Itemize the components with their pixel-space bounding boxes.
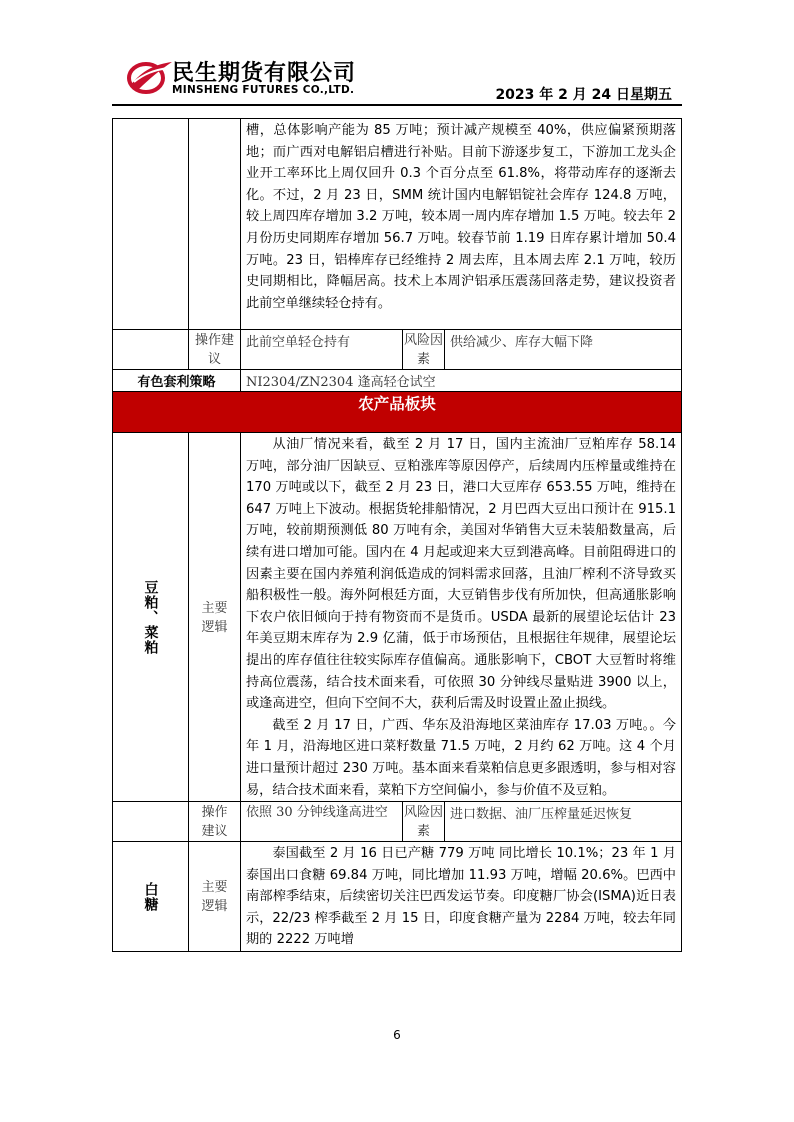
sugar-logic-row [113,842,682,952]
arbitrage-label: 有色套利策略 [137,375,216,390]
header-divider [112,104,682,106]
soy-logic-para2: 截至 2 月 17 日，广西、华东及沿海地区菜油库存 17.03 万吨。。今年 1 月，沿海地区进口菜籽数量 71.5 万吨，2 月约 62 万吨。这 4 个月进口量预计超过 230 万吨。基本面来看菜粕信息更多跟透明，参与相对容易，结合技术面来看，菜粕下方空间偏小，参与价值不及豆粕。 [246,717,676,798]
soy-logic-label: 主要逻辑 [201,600,228,635]
soy-product-name: 豆粕、菜粕 [142,579,159,655]
section-title: 农产品板块 [113,392,682,433]
soy-risk-text: 进口数据、油厂压榨量延迟恢复 [450,807,633,823]
aluminum-risk-text: 供给减少、库存大幅下降 [450,335,594,350]
report-date: 2023 年 2 月 24 日星期五 [495,87,672,103]
soy-op-row [113,802,682,842]
aluminum-logic-row [113,119,682,330]
risk-label: 风险因素 [403,330,445,369]
page-header [112,52,682,102]
arbitrage-row [113,370,682,392]
strategy-table [112,118,682,952]
sugar-product-name: 白糖 [142,881,159,912]
aluminum-op-row [113,330,682,370]
sugar-logic-label: 主要逻辑 [201,880,228,915]
aluminum-logic-text: 槽，总体影响产能为 85 万吨；预计减产规模至 40%，供应偏紧预期落地；而广西对电解铝启槽进行补贴。目前下游逐步复工，下游加工龙头企业开工率环比上周仅回升 0.3 个百分点至 61.8%，将带动库存的逐渐去化。不过，2 月 23 日，SMM 统计国内电解铝锭社会库存 124.8 万吨，较上周四库存增加 3.2 万吨，较本周一周内库存增加 1.5 万吨。较去年 2 月份历史同期库存增加 56.7 万吨。较春节前 1.19 日库存累计增加 50.4 万吨。23 日，铝棒库存已经维持 2 周去库，且本周去库 2.1 万吨，较历史同期相比，降幅居高。技术上本周沪铝承压震荡回落走势，建议投资者此前空单继续轻仓持有。 [246,123,676,311]
aluminum-logic-label-cell [189,119,241,330]
operation-label: 操作建议 [194,333,234,367]
arbitrage-text: NI2304/ZN2304 逢高轻仓试空 [246,375,436,390]
soy-risk-label: 风险因素 [403,802,445,841]
soy-op-text: 依照 30 分钟线逢高进空 [241,802,403,841]
company-name-en: MINSHENG FUTURES CO.,LTD. [172,84,355,96]
page-number: 6 [393,1028,401,1042]
aluminum-op-text: 此前空单轻仓持有 [241,330,403,369]
section-header-row [113,392,682,433]
soy-logic-row [113,433,682,802]
soy-logic-para1: 从油厂情况来看，截至 2 月 17 日，国内主流油厂豆粕库存 58.14 万吨，部分油厂因缺豆、豆粕涨库等原因停产，后续周内压榨量或维持在 170 万吨或以下，截至 2 月 23 日，港口大豆库存 653.55 万吨，维持在 647 万吨上下波动。根据货轮排船情况，2 月巴西大豆出口预计在 915.1 万吨，较前期预测低 80 万吨有余，美国对华销售大豆未装船数量高，后续有进口增加可能。国内在 4 月起或迎来大豆到港高峰。目前阻碍进口的因素主要在国内养殖利润低造成的饲料需求回落，且油厂榨利不济导致买船积极性一般。海外阿根廷方面，大豆销售步伐有所加快，但高通胀影响下农户依旧倾向于持有物资而不是货币。USDA 最新的展望论坛估计 23 年美豆期末库存为 2.9 亿蒲，低于市场预估，且根据往年规律，展望论坛提出的库存值往往较实际库存值偏高。通胀影响下，CBOT 大豆暂时将维持高位震荡，结合技术面来看，可依照 30 分钟线尽量贴进 3900 以上，或逢高进空，但向下空间不大，获利后需及时设置止盈止损线。 [246,437,676,712]
sugar-logic-text: 泰国截至 2 月 16 日已产糖 779 万吨 同比增长 10.1%；23 年 1 月泰国出口食糖 69.84 万吨，同比增加 11.93 万吨，增幅 20.6%。巴西中南部榨季结束，后续密切关注巴西发运节奏。印度糖厂协会(ISMA)近日表示，22/23 榨季截至 2 月 15 日，印度食糖产量为 2284 万吨，较去年同期的 2222 万吨增 [246,846,677,948]
company-name-cn: 民生期货有限公司 [172,61,357,86]
aluminum-name-cell [113,119,189,330]
soy-operation-label: 操作建议 [201,805,228,840]
minsheng-logo-icon [124,56,174,96]
